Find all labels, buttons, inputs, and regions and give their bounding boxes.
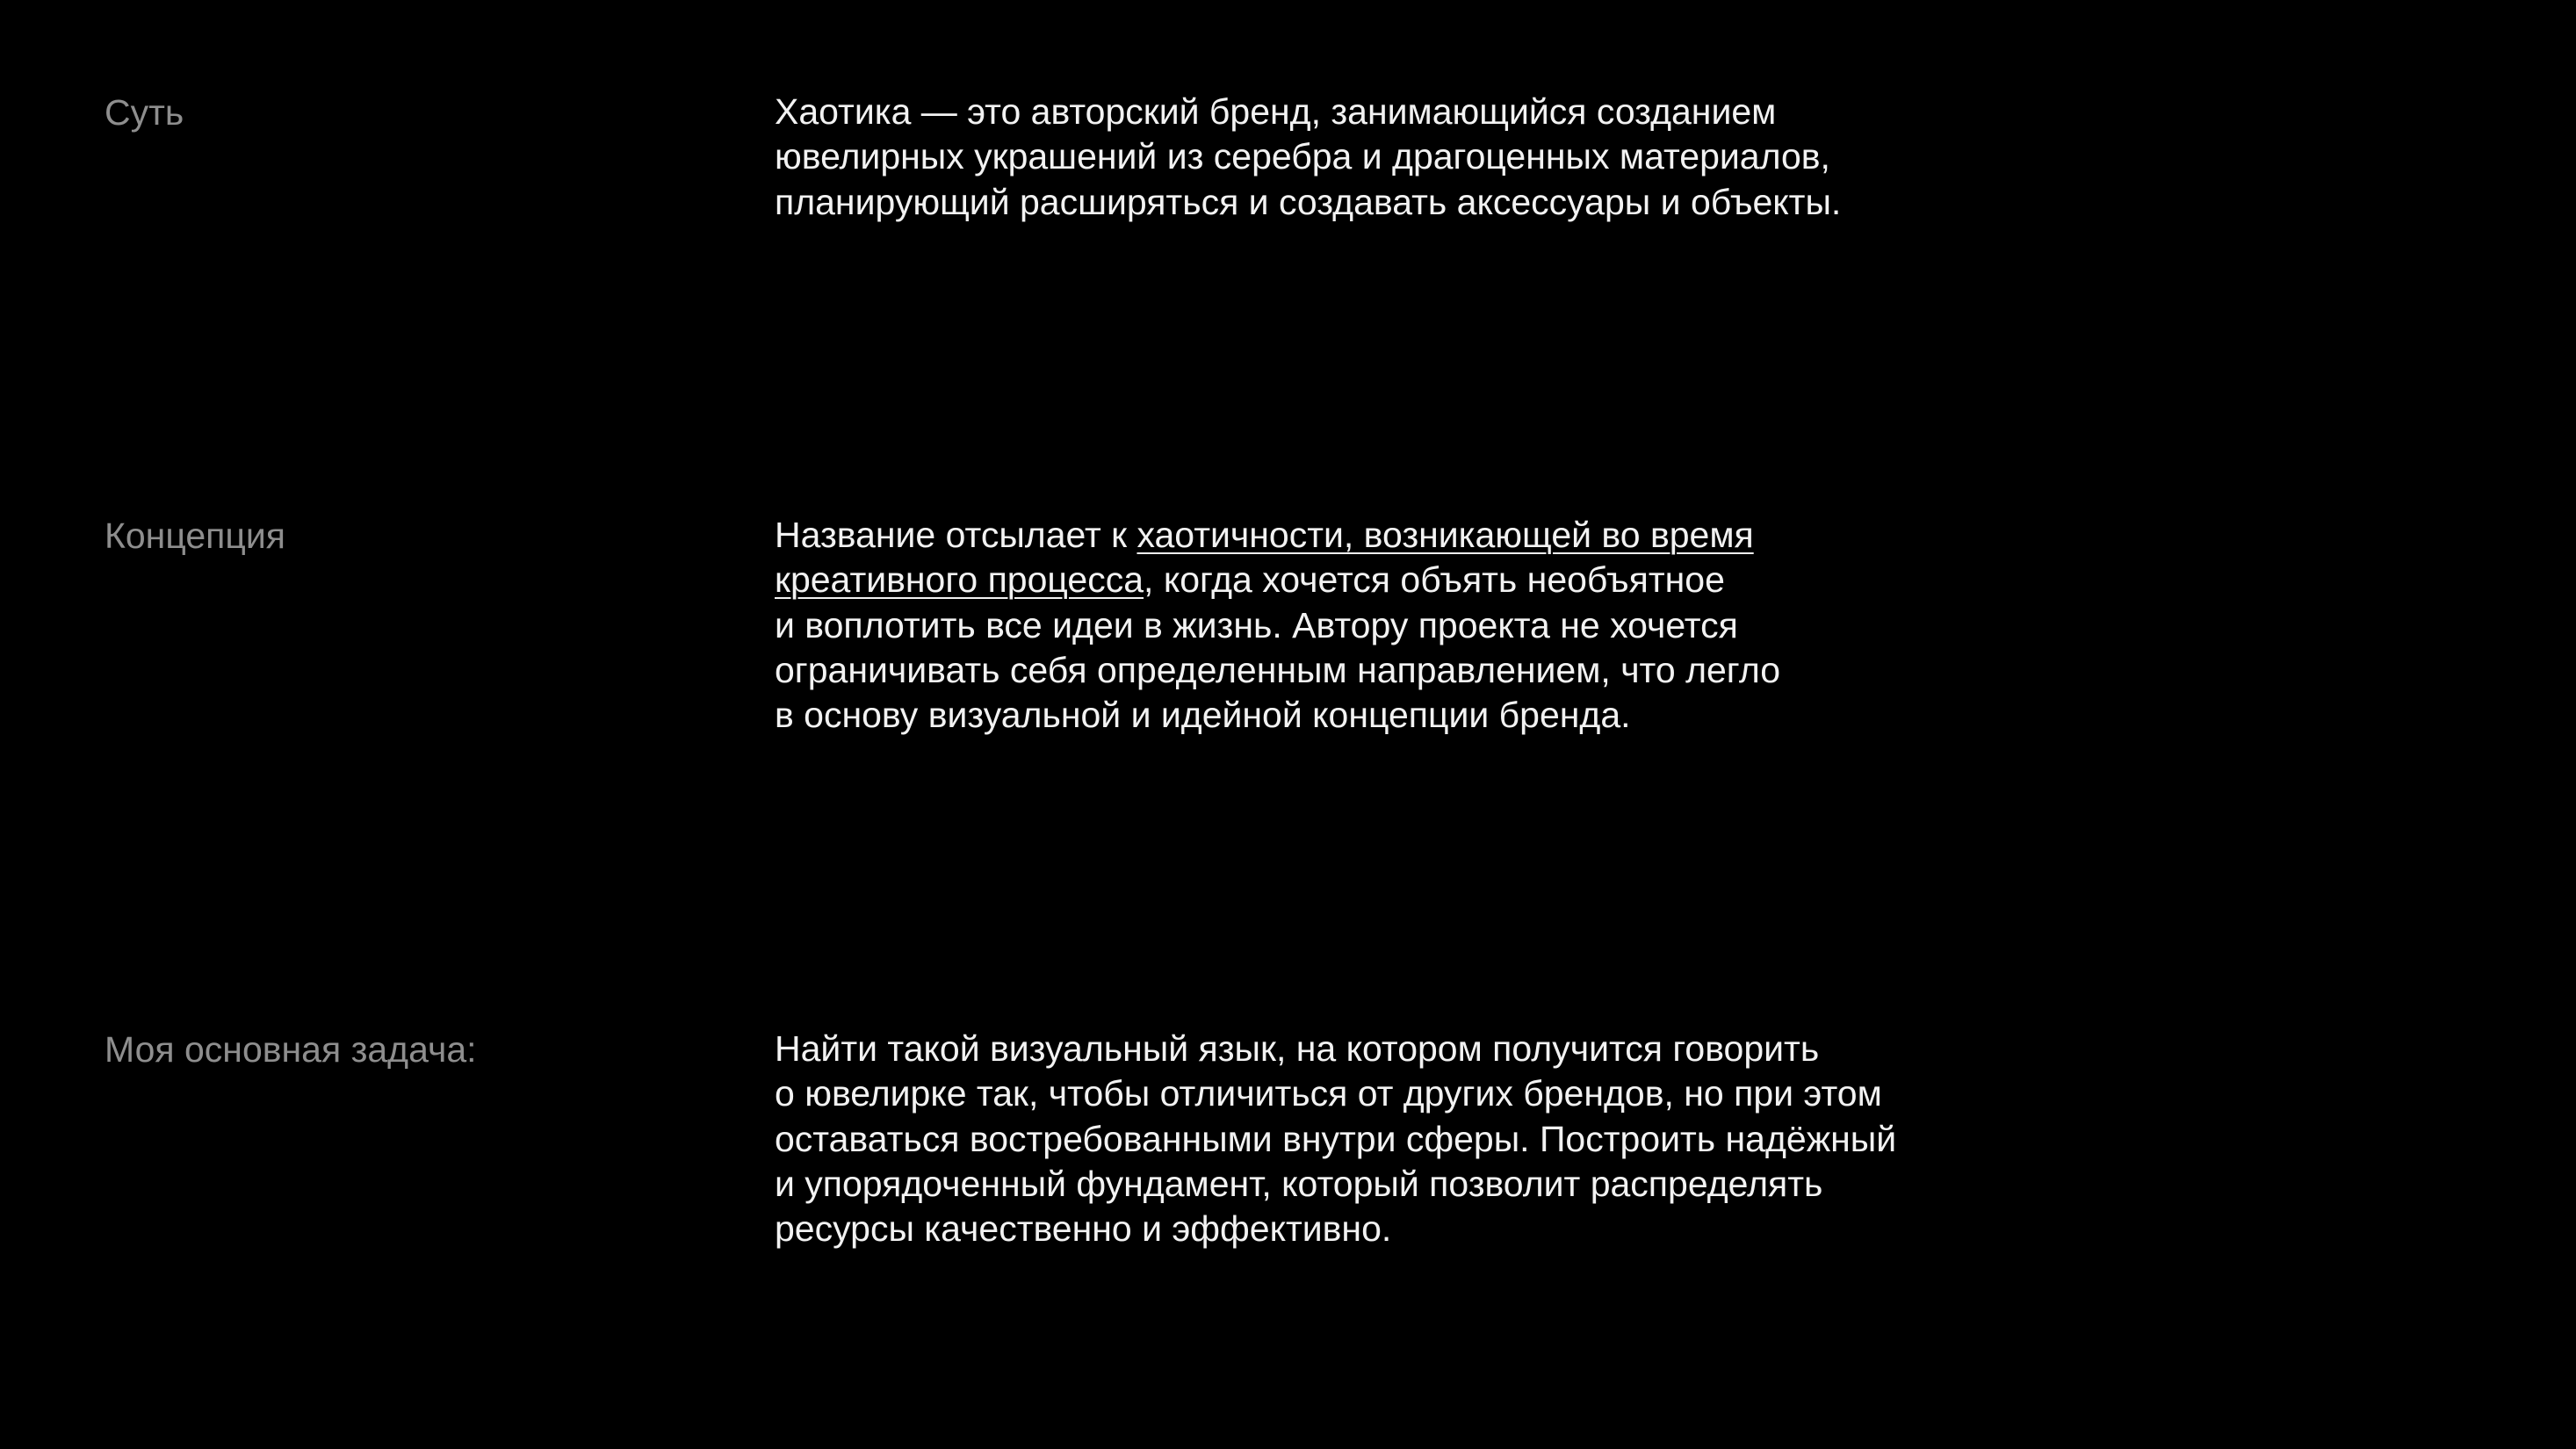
section-text-concept <box>775 513 2004 738</box>
section-label-main-task: Моя основная задача: <box>105 1029 477 1070</box>
concept-link-part1[interactable]: хаотичности, возникающей во время <box>1136 515 1754 555</box>
text-line: о ювелирке так, чтобы отличиться от других брендов, но при этом <box>775 1073 1882 1114</box>
section-label-essence: Суть <box>105 92 184 133</box>
text-line <box>775 513 2004 558</box>
text-line <box>775 558 2004 602</box>
text-segment: , когда хочется объять необъятное <box>1144 559 1725 601</box>
text-line: ограничивать себя определенным направлением, что легло <box>775 649 1781 690</box>
text-line: в основу визуальной и идейной концепции бренда. <box>775 695 1631 736</box>
text-line: оставаться востребованными внутри сферы. Построить надёжный <box>775 1118 1897 1159</box>
section-text-main-task <box>775 1027 2004 1251</box>
text-segment: Название отсылает к <box>775 515 1137 555</box>
section-text-essence <box>775 90 2004 225</box>
text-line: Хаотика — это авторский бренд, занимающийся созданием <box>775 91 1777 132</box>
text-line: ресурсы качественно и эффективно. <box>775 1208 1392 1250</box>
text-line: Найти такой визуальный язык, на котором получится говорить <box>775 1028 1820 1069</box>
text-line: и воплотить все идеи в жизнь. Автору проекта не хочется <box>775 604 1738 645</box>
text-line: планирующий расширяться и создавать аксессуары и объекты. <box>775 181 1842 222</box>
section-label-concept: Концепция <box>105 515 285 556</box>
text-line: и упорядоченный фундамент, который позволит распределять <box>775 1163 1823 1204</box>
text-line: ювелирных украшений из серебра и драгоценных материалов, <box>775 136 1830 177</box>
concept-link-part2[interactable]: креативного процесса <box>775 559 1144 601</box>
